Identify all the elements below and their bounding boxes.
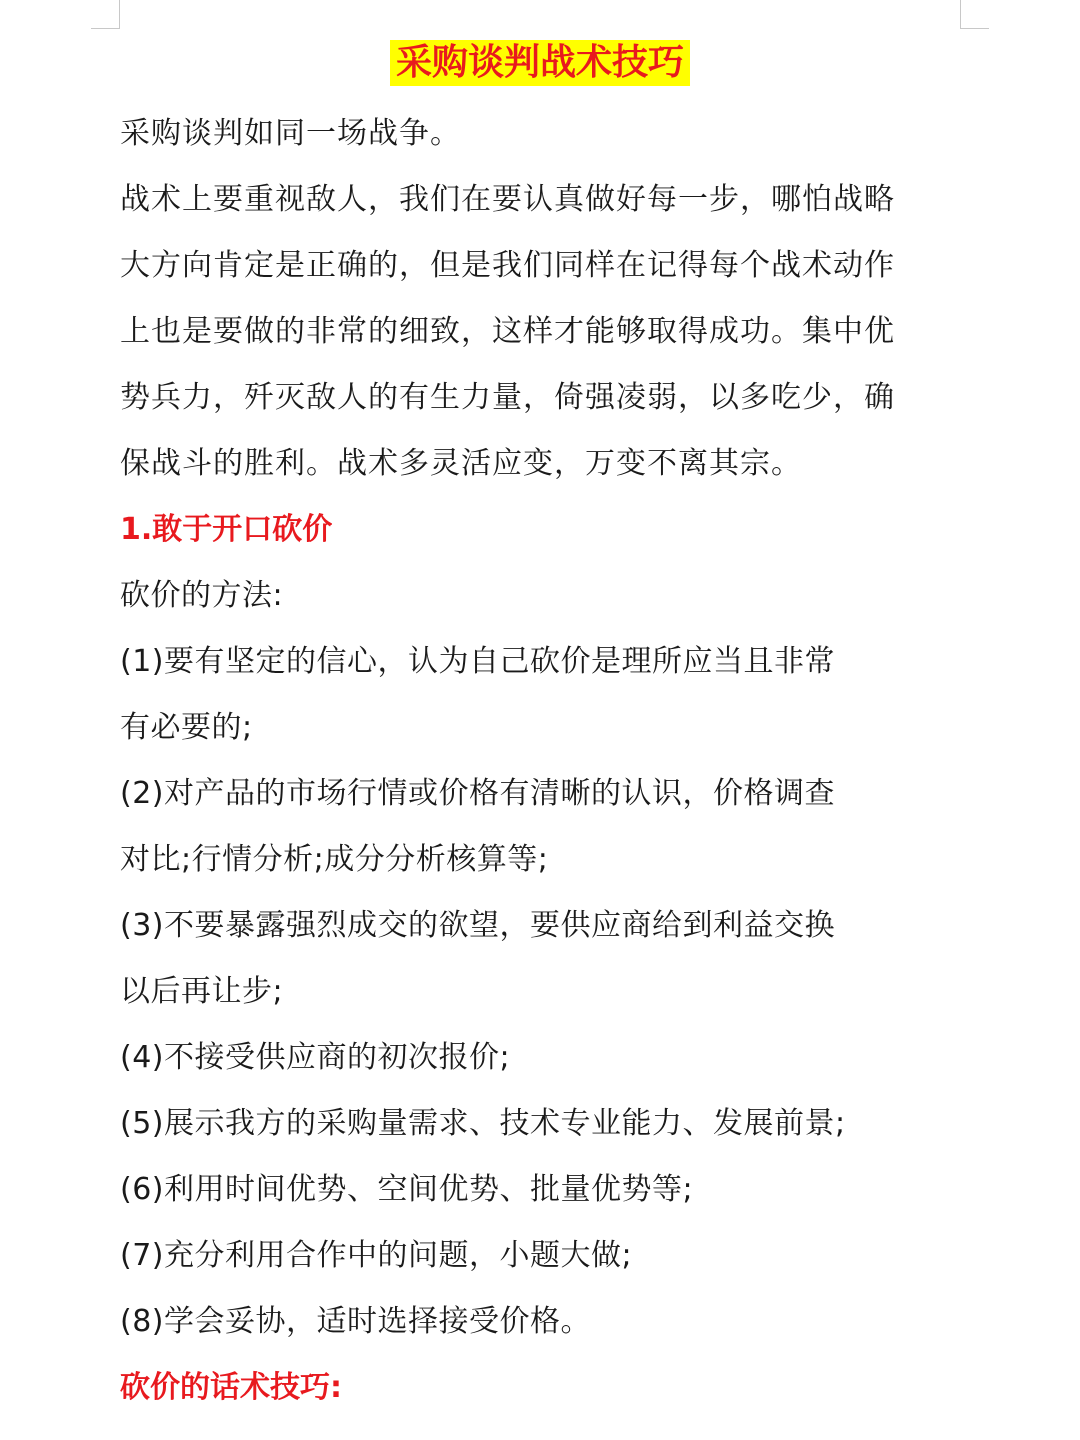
document-title: 采购谈判战术技巧 xyxy=(390,40,690,86)
list-item: (7)充分利用合作中的问题，小题大做; xyxy=(120,1238,633,1273)
page-corner-mark-right xyxy=(960,0,989,29)
title-container xyxy=(0,40,1080,86)
document-body xyxy=(120,101,910,1421)
list-item: (2)对产品的市场行情或价格有清晰的认识，价格调查对比;行情分析;成分分析核算等; xyxy=(120,776,835,877)
intro-paragraph-2: 战术上要重视敌人，我们在要认真做好每一步，哪怕战略大方向肯定是正确的，但是我们同样在记得每个战术动作上也是要做的非常的细致，这样才能够取得成功。集中优势兵力，歼灭敌人的有生力量，倚强凌弱，以多吃少，确保战斗的胜利。战术多灵活应变，万变不离其宗。 xyxy=(120,182,895,481)
section-heading-2: 砍价的话术技巧: xyxy=(120,1370,342,1405)
list-item: (8)学会妥协，适时选择接受价格。 xyxy=(120,1304,591,1339)
method-label: 砍价的方法: xyxy=(120,578,284,613)
list-item: (6)利用时间优势、空间优势、批量优势等; xyxy=(120,1172,694,1207)
list-item: (5)展示我方的采购量需求、技术专业能力、发展前景; xyxy=(120,1106,846,1141)
list-item: (3)不要暴露强烈成交的欲望，要供应商给到利益交换以后再让步; xyxy=(120,908,835,1009)
section-heading-1: 1.敢于开口砍价 xyxy=(120,512,333,547)
list-item: (4)不接受供应商的初次报价; xyxy=(120,1040,511,1075)
intro-paragraph-1: 采购谈判如同一场战争。 xyxy=(120,116,461,151)
list-item: (1)要有坚定的信心，认为自己砍价是理所应当且非常有必要的; xyxy=(120,644,835,745)
page-corner-mark-left xyxy=(91,0,120,29)
